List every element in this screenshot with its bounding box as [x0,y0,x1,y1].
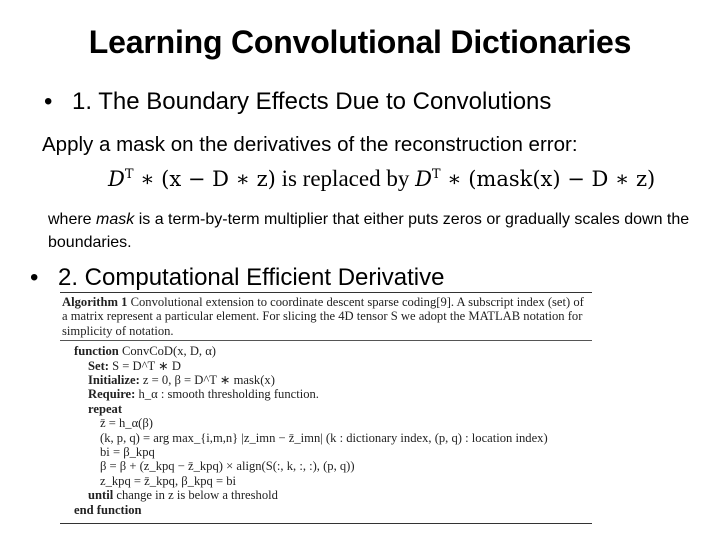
algorithm-line [60,459,592,473]
algorithm-line-text: h_α : smooth thresholding function. [135,387,319,402]
bullet-text: 2. Computational Efficient Derivative [58,264,445,291]
bullet-marker: • [44,88,53,115]
algorithm-caption [60,293,592,339]
algorithm-caption-text: Convolutional extension to coordinate descent sparse coding[9]. A subscript index (set) of a matrix represent a particular element. For slicing the 4D tensor S we adopt the MATLAB notation for simplicity of notation. [62,295,584,338]
note-before: where [48,211,97,228]
algorithm-keyword: end function [74,502,142,517]
algorithm-line-text: ConvCoD(x, D, α) [118,344,216,359]
algorithm-line-text: z_kpq = z̄_kpq, β_kpq = bi [100,473,237,488]
algorithm-line-text: change in z is below a threshold [113,488,278,503]
algorithm-line [60,503,592,517]
algorithm-line [60,474,592,488]
algorithm-line [60,488,592,502]
algorithm-bottom-rule [60,523,592,524]
replacement-equation [108,166,655,192]
slide-title: Learning Convolutional Dictionaries [88,24,632,60]
algorithm-line [60,445,592,459]
note-emphasis: mask [96,211,135,228]
eq-lhs-rest: ∗ (x − D ∗ z) [133,167,276,191]
bullet-boundary-effects [44,88,551,116]
algorithm-line-text: (k, p, q) = arg max_{i,m,n} |z_imn − z̄_imn| (k : dictionary index, (p, q) : location index) [100,430,548,445]
algorithm-keyword: repeat [88,401,123,416]
algorithm-label: Algorithm 1 [62,295,128,309]
algorithm-keyword: function [74,344,119,359]
algorithm-line [60,402,592,416]
algorithm-line-text: bi = β_kpq [100,445,155,460]
eq-rhs-sup: T [431,167,441,182]
eq-rhs-symbol: D [415,167,432,191]
algorithm-keyword: until [88,488,114,503]
note-after: is a term-by-term multiplier that either puts zeros or gradually scales down the boundaries. [48,211,690,251]
algorithm-lines [60,344,592,517]
algorithm-line-text: z = 0, β = D^T ∗ mask(x) [139,373,275,388]
intro-text: Apply a mask on the derivatives of the reconstruction error: [42,133,578,156]
algorithm-line [60,344,592,358]
algorithm-line [60,431,592,445]
bullet-efficient-derivative [30,264,444,292]
algorithm-keyword: Initialize: [88,373,140,388]
algorithm-line [60,416,592,430]
algorithm-line-text: S = D^T ∗ D [108,358,181,373]
algorithm-keyword: Require: [88,387,136,402]
mask-explanation [48,208,716,254]
eq-rhs-rest: ∗ (mask(x) − D ∗ z) [440,167,656,191]
bullet-text: 1. The Boundary Effects Due to Convolutions [72,88,552,115]
algorithm-line-text: z̄ = h_α(β) [100,416,153,431]
algorithm-caption-rule [60,340,592,341]
eq-lhs-sup: T [124,167,134,182]
eq-middle-text: is replaced by [275,166,416,191]
bullet-marker: • [30,264,39,291]
algorithm-line [60,373,592,387]
eq-lhs-symbol: D [108,167,125,191]
algorithm-line [60,387,592,401]
algorithm-line-text: β = β + (z_kpq − z̄_kpq) × align(S(:, k, :, :), (p, q)) [100,459,355,474]
algorithm-line [60,359,592,373]
algorithm-box [60,292,592,524]
algorithm-keyword: Set: [88,358,109,373]
